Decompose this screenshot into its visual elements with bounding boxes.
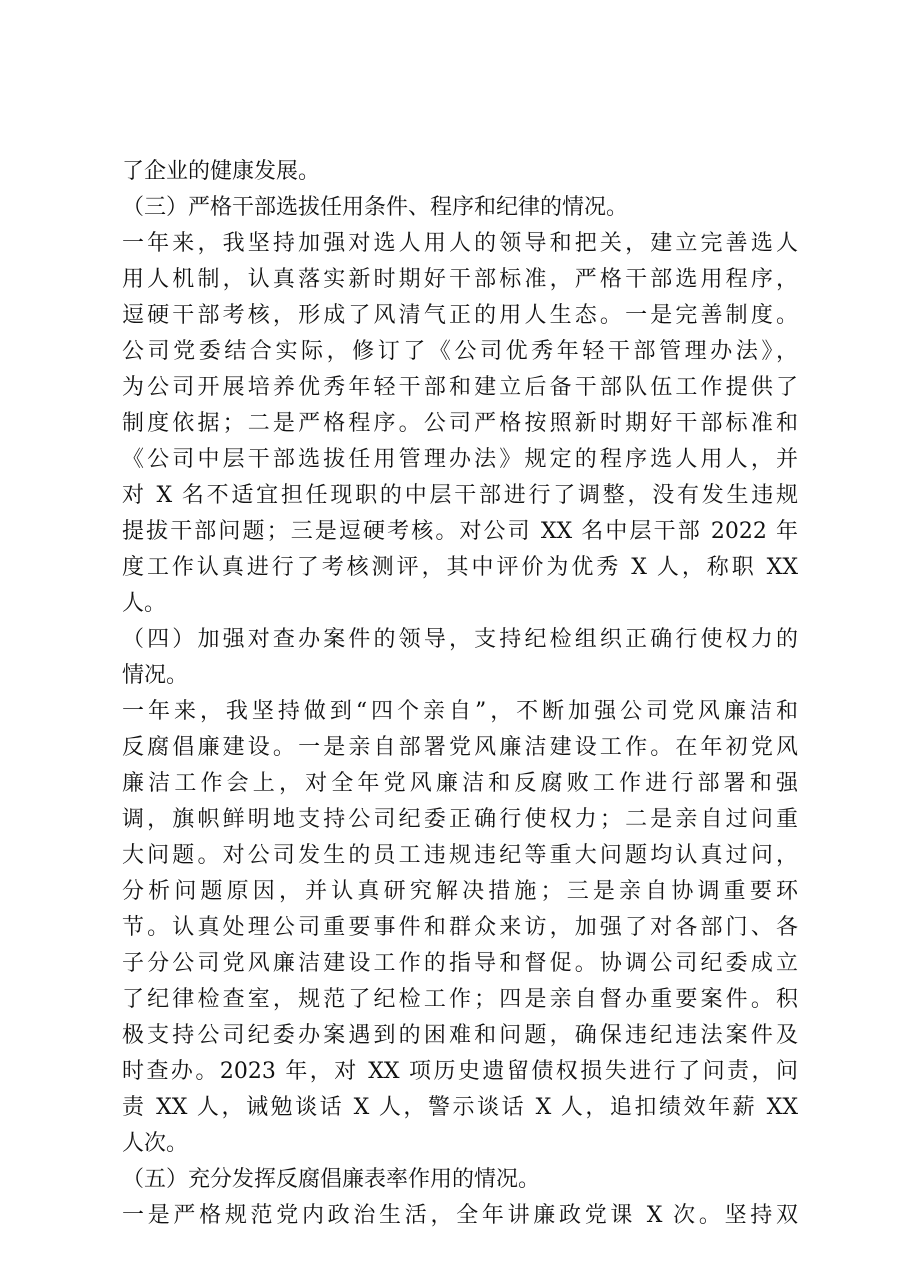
section-heading: （四）加强对查办案件的领导，支持纪检组织正确行使权力的 [122, 627, 798, 652]
text-line: 逗硬干部考核，形成了风清气正的用人生态。一是完善制度。 [122, 303, 798, 328]
text-line: 用人机制，认真落实新时期好干部标准，严格干部选用程序， [122, 267, 798, 292]
text-line: 提拔干部问题；三是逗硬考核。对公司 XX 名中层干部 2022 年 [122, 519, 798, 544]
text-line: 分析问题原因，并认真研究解决措施；三是亲自协调重要环 [122, 879, 798, 904]
text-line: 调，旗帜鲜明地支持公司纪委正确行使权力；二是亲自过问重 [122, 807, 798, 832]
text-line: 极支持公司纪委办案遇到的困难和问题，确保违纪违法案件及 [122, 1023, 798, 1048]
text-line: 为公司开展培养优秀年轻干部和建立后备干部队伍工作提供了 [122, 375, 798, 400]
section-heading: （三）严格干部选拔任用条件、程序和纪律的情况。 [122, 195, 629, 220]
text-line: 度工作认真进行了考核测评，其中评价为优秀 X 人，称职 XX [122, 555, 798, 580]
text-line: 节。认真处理公司重要事件和群众来访，加强了对各部门、各 [122, 915, 798, 940]
text-line: 了纪律检查室，规范了纪检工作；四是亲自督办重要案件。积 [122, 987, 798, 1012]
text-line: 了企业的健康发展。 [122, 159, 321, 184]
text-line: 责 XX 人，诫勉谈话 X 人，警示谈话 X 人，追扣绩效年薪 XX [122, 1095, 798, 1120]
text-line: 《公司中层干部选拔任用管理办法》规定的程序选人用人，并 [122, 447, 798, 472]
text-line: 一年来，我坚持加强对选人用人的领导和把关，建立完善选人 [122, 231, 798, 256]
text-line: 人。 [122, 591, 167, 616]
section-heading-continued: 情况。 [122, 663, 189, 688]
text-line: 一年来，我坚持做到“四个亲自”，不断加强公司党风廉洁和 [122, 699, 798, 724]
text-line: 大问题。对公司发生的员工违规违纪等重大问题均认真过问， [122, 843, 798, 868]
text-line: 制度依据；二是严格程序。公司严格按照新时期好干部标准和 [122, 411, 798, 436]
text-line: 公司党委结合实际，修订了《公司优秀年轻干部管理办法》， [122, 339, 798, 364]
text-line: 人次。 [122, 1131, 189, 1156]
text-line: 对 X 名不适宜担任现职的中层干部进行了调整，没有发生违规 [122, 483, 798, 508]
text-line: 廉洁工作会上，对全年党风廉洁和反腐败工作进行部署和强 [122, 771, 798, 796]
text-line: 时查办。2023 年，对 XX 项历史遗留债权损失进行了问责，问 [122, 1059, 798, 1084]
text-line: 反腐倡廉建设。一是亲自部署党风廉洁建设工作。在年初党风 [122, 735, 798, 760]
text-line: 子分公司党风廉洁建设工作的指导和督促。协调公司纪委成立 [122, 951, 798, 976]
section-heading: （五）充分发挥反腐倡廉表率作用的情况。 [122, 1167, 541, 1192]
text-line: 一是严格规范党内政治生活，全年讲廉政党课 X 次。坚持双 [122, 1203, 798, 1228]
